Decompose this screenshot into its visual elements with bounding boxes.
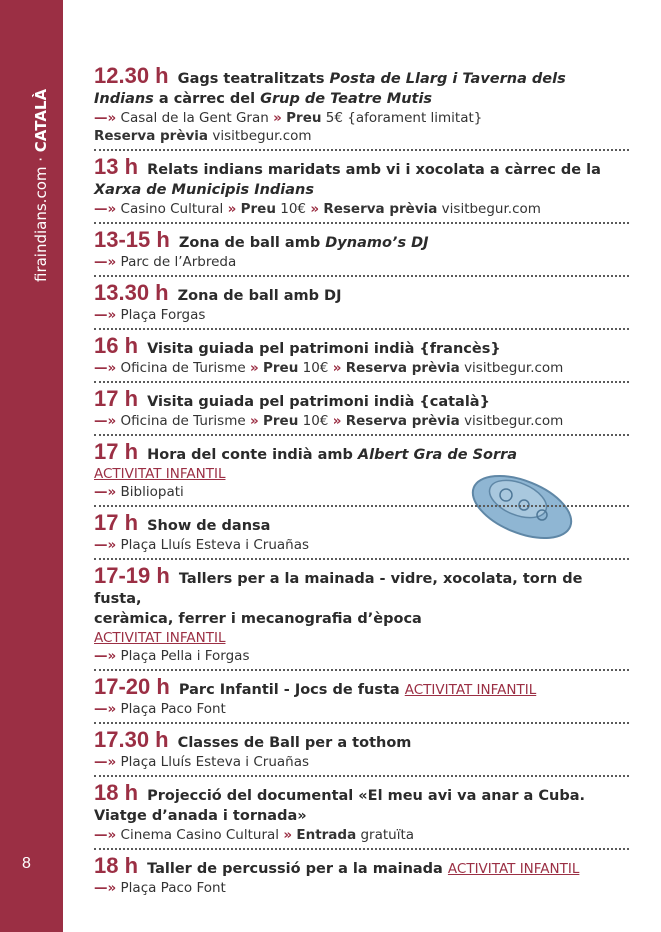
event-title: Visita guiada pel patrimoni indià {català} xyxy=(147,394,490,410)
event-meta xyxy=(94,647,629,665)
arrow-icon: —» xyxy=(94,254,117,270)
event-place: Casal de la Gent Gran xyxy=(120,110,269,126)
event-item xyxy=(94,439,629,507)
event-item xyxy=(94,280,629,330)
language-label: CATALÀ xyxy=(32,88,50,153)
reservation-label: Reserva prèvia xyxy=(345,413,460,429)
event-title: a càrrec del xyxy=(153,91,261,107)
kids-activity-badge: ACTIVITAT INFANTIL xyxy=(447,861,580,877)
event-list xyxy=(94,63,629,907)
event-meta xyxy=(94,879,629,897)
event-time: 18 h xyxy=(94,853,139,878)
event-title: Classes de Ball per a tothom xyxy=(177,735,412,751)
event-meta xyxy=(94,483,629,501)
event-title: Viatge d’anada i tornada» xyxy=(94,808,307,824)
event-title-italic: Albert Gra de Sorra xyxy=(357,447,518,463)
reservation-link[interactable]: visitbegur.com xyxy=(441,201,541,217)
event-meta xyxy=(94,826,629,844)
event-title-italic: Posta de Llarg i Taverna dels xyxy=(329,71,566,87)
event-meta xyxy=(94,359,629,377)
arrow-icon: —» xyxy=(94,360,117,376)
event-item xyxy=(94,227,629,277)
sidebar xyxy=(0,0,63,932)
event-time: 17-19 h xyxy=(94,563,170,588)
reservation-link[interactable]: visitbegur.com xyxy=(464,413,564,429)
separator-icon: » xyxy=(227,201,237,217)
event-place: Plaça Paco Font xyxy=(120,880,226,896)
event-time: 16 h xyxy=(94,333,139,358)
event-place: Parc de l’Arbreda xyxy=(120,254,237,270)
sidebar-vertical-label xyxy=(32,89,50,282)
event-item xyxy=(94,154,629,224)
event-item xyxy=(94,386,629,436)
event-title: Gags teatralitzats xyxy=(177,71,330,87)
event-title: Zona de ball amb xyxy=(178,235,326,251)
separator-icon: » xyxy=(249,413,259,429)
event-time: 12.30 h xyxy=(94,63,169,88)
event-title-italic: Indians xyxy=(94,91,154,107)
price-value: 10€ xyxy=(302,360,329,376)
price-value: 5€ {aforament limitat} xyxy=(325,110,483,126)
arrow-icon: —» xyxy=(94,307,117,323)
kids-activity-badge: ACTIVITAT INFANTIL xyxy=(94,466,226,482)
reservation-label: Reserva prèvia xyxy=(323,201,438,217)
event-place: Plaça Lluís Esteva i Cruañas xyxy=(120,537,310,553)
event-meta xyxy=(94,109,629,127)
event-meta xyxy=(94,753,629,771)
separator-icon: » xyxy=(332,413,342,429)
event-title-italic: Grup de Teatre Mutis xyxy=(260,91,433,107)
event-title-italic: Dynamo’s DJ xyxy=(325,235,429,251)
event-place: Bibliopati xyxy=(120,484,184,500)
arrow-icon: —» xyxy=(94,484,117,500)
kids-activity-badge: ACTIVITAT INFANTIL xyxy=(94,630,226,646)
arrow-icon: —» xyxy=(94,537,117,553)
event-item xyxy=(94,333,629,383)
event-place: Plaça Paco Font xyxy=(120,701,226,717)
reservation-label: Reserva prèvia xyxy=(345,360,460,376)
price-value: 10€ xyxy=(280,201,307,217)
event-title: Zona de ball amb DJ xyxy=(177,288,342,304)
event-title: Visita guiada pel patrimoni indià {francès} xyxy=(147,341,501,357)
kids-activity-badge: ACTIVITAT INFANTIL xyxy=(404,682,537,698)
entry-value: gratuïta xyxy=(360,827,415,843)
event-title: ceràmica, ferrer i mecanografia d’època xyxy=(94,611,422,627)
event-title-italic: Xarxa de Municipis Indians xyxy=(94,182,315,198)
price-label: Preu xyxy=(263,360,299,376)
event-time: 17-20 h xyxy=(94,674,170,699)
reservation-link[interactable]: visitbegur.com xyxy=(212,128,312,144)
event-place: Cinema Casino Cultural xyxy=(120,827,280,843)
entry-label: Entrada xyxy=(296,827,357,843)
event-place: Oficina de Turisme xyxy=(120,413,246,429)
event-title: Parc Infantil - Jocs de fusta xyxy=(178,682,405,698)
price-value: 10€ xyxy=(302,413,329,429)
event-place: Casino Cultural xyxy=(120,201,224,217)
arrow-icon: —» xyxy=(94,827,117,843)
price-label: Preu xyxy=(286,110,322,126)
event-item xyxy=(94,853,629,901)
event-time: 17 h xyxy=(94,386,139,411)
event-time: 17.30 h xyxy=(94,727,169,752)
arrow-icon: —» xyxy=(94,880,117,896)
separator-icon: » xyxy=(310,201,320,217)
price-label: Preu xyxy=(263,413,299,429)
event-item xyxy=(94,510,629,560)
event-meta xyxy=(94,412,629,430)
event-place: Oficina de Turisme xyxy=(120,360,246,376)
arrow-icon: —» xyxy=(94,201,117,217)
event-time: 18 h xyxy=(94,780,139,805)
separator-icon: » xyxy=(273,110,282,126)
reservation-label: Reserva prèvia xyxy=(94,128,209,144)
arrow-icon: —» xyxy=(94,701,117,717)
event-place: Plaça Pella i Forgas xyxy=(120,648,250,664)
event-meta xyxy=(94,200,629,218)
event-place: Plaça Forgas xyxy=(120,307,206,323)
event-time: 13 h xyxy=(94,154,139,179)
arrow-icon: —» xyxy=(94,413,117,429)
separator-icon: » xyxy=(283,827,293,843)
event-time: 17 h xyxy=(94,439,139,464)
event-meta xyxy=(94,700,629,718)
event-time: 17 h xyxy=(94,510,139,535)
event-title: Projecció del documental «El meu avi va anar a Cuba. xyxy=(147,788,586,804)
event-item xyxy=(94,780,629,850)
event-item xyxy=(94,674,629,724)
arrow-icon: —» xyxy=(94,110,117,126)
website-label: firaindians.com · xyxy=(32,152,50,282)
event-time: 13-15 h xyxy=(94,227,170,252)
page-number: 8 xyxy=(22,855,31,872)
event-item xyxy=(94,727,629,777)
event-meta xyxy=(94,253,629,271)
event-place: Plaça Lluís Esteva i Cruañas xyxy=(120,754,310,770)
event-title: Tallers per a la mainada - vidre, xocolata, torn de fusta, xyxy=(94,571,583,607)
event-meta xyxy=(94,536,629,554)
price-label: Preu xyxy=(240,201,276,217)
event-item xyxy=(94,63,629,151)
event-title: Hora del conte indià amb xyxy=(147,447,358,463)
event-time: 13.30 h xyxy=(94,280,169,305)
arrow-icon: —» xyxy=(94,648,117,664)
event-title: Taller de percussió per a la mainada xyxy=(147,861,448,877)
reservation-link[interactable]: visitbegur.com xyxy=(464,360,564,376)
event-title: Relats indians maridats amb vi i xocolata a càrrec de la xyxy=(147,162,601,178)
event-meta xyxy=(94,306,629,324)
separator-icon: » xyxy=(332,360,342,376)
event-item xyxy=(94,563,629,671)
separator-icon: » xyxy=(249,360,259,376)
event-title: Show de dansa xyxy=(147,518,271,534)
arrow-icon: —» xyxy=(94,754,117,770)
